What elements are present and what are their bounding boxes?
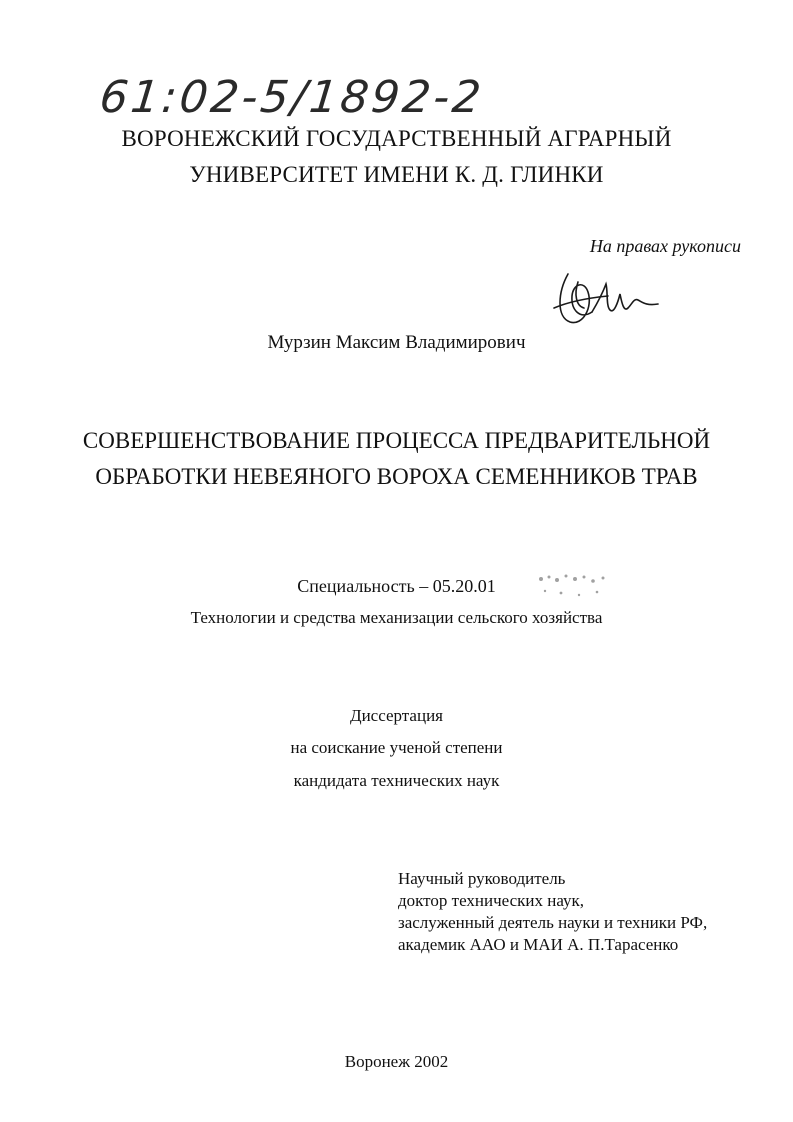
specialty-description: Технологии и средства механизации сельского хозяйства bbox=[190, 608, 603, 627]
supervisor-label: Научный руководитель bbox=[398, 869, 566, 888]
specialty-separator: – bbox=[419, 576, 429, 596]
university-name-line-2: УНИВЕРСИТЕТ ИМЕНИ К. Д. ГЛИНКИ bbox=[189, 162, 604, 187]
library-stamp-mark bbox=[533, 569, 625, 601]
dissertation-label: Диссертация bbox=[349, 706, 443, 725]
dissertation-title-line-1: СОВЕРШЕНСТВОВАНИЕ ПРОЦЕССА ПРЕДВАРИТЕЛЬНОЙ bbox=[82, 428, 711, 453]
degree-purpose: на соискание ученой степени bbox=[290, 738, 503, 757]
manuscript-rights-note: На правах рукописи bbox=[589, 236, 741, 256]
university-name-line-1: ВОРОНЕЖСКИЙ ГОСУДАРСТВЕННЫЙ АГРАРНЫЙ bbox=[121, 126, 672, 151]
supervisor-name: академик ААО и МАИ А. П.Тарасенко bbox=[398, 935, 679, 954]
city-and-year: Воронеж 2002 bbox=[344, 1052, 449, 1071]
supervisor-degree: доктор технических наук, bbox=[398, 891, 585, 910]
author-signature bbox=[548, 262, 668, 332]
dissertation-title-line-2: ОБРАБОТКИ НЕВЕЯНОГО ВОРОХА СЕМЕННИКОВ ТРАВ bbox=[95, 464, 698, 489]
specialty-label: Специальность bbox=[297, 576, 415, 596]
specialty-code: 05.20.01 bbox=[432, 576, 496, 596]
author-name: Мурзин Максим Владимирович bbox=[267, 332, 526, 353]
supervisor-honor: заслуженный деятель науки и техники РФ, bbox=[398, 913, 708, 932]
handwritten-archive-code: 61:02-5/1892-2 bbox=[97, 72, 487, 123]
specialty-line bbox=[0, 576, 793, 597]
degree-name: кандидата технических наук bbox=[293, 771, 500, 790]
